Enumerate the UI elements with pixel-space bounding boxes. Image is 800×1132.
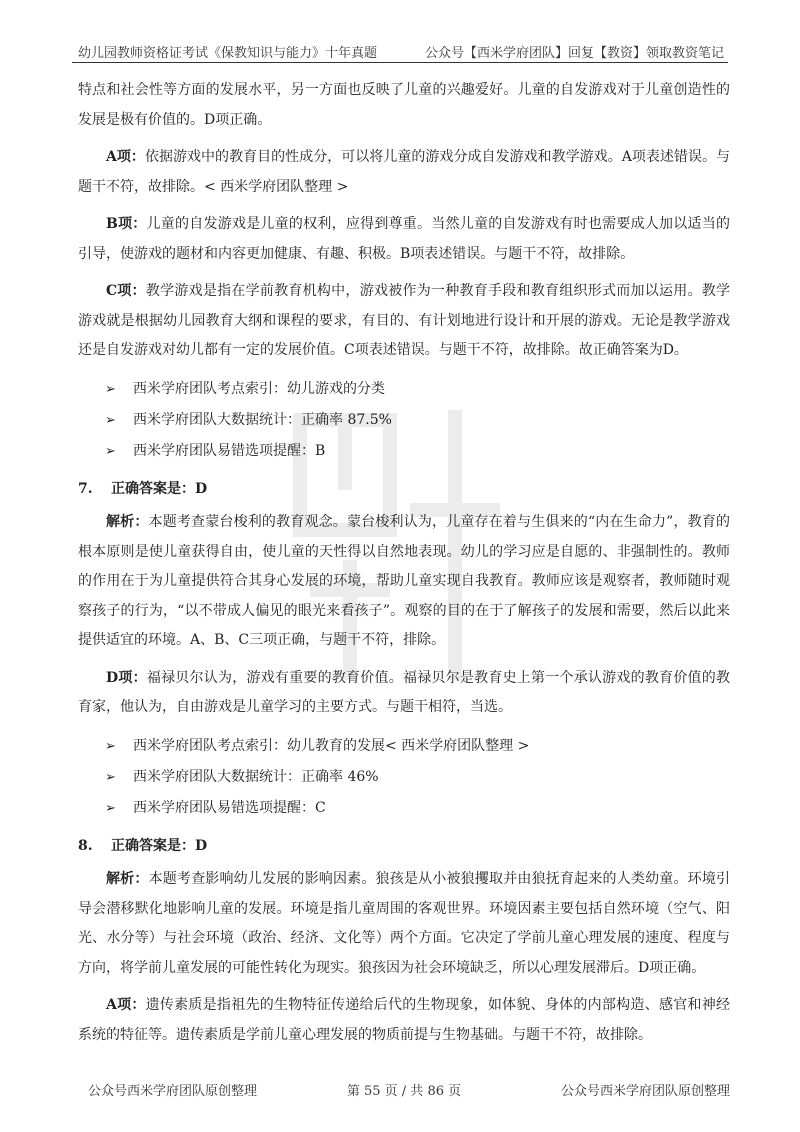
analysis-text: 本题考查影响幼儿发展的影响因素。狼孩是从小被狼攫取并由狼抚育起来的人类幼童。环境引导会潜移默化地影响儿童的发展。环境是指儿童周围的客观世界。环境因素主要包括自然环境（空气、阳光、水分等）与社会环境（政治、经济、文化等）两个方面。它决定了学前儿童心理发展的速度、程度与方向，将学前儿童发展的可能性转化为现实。狼孩因为社会环境缺乏，所以心理发展滞后。D项正确。 — [78, 871, 731, 976]
intro-paragraph: 特点和社会性等方面的发展水平，另一方面也反映了儿童的兴趣爱好。儿童的自发游戏对于儿童创造性的发展是极有价值的。D项正确。 — [78, 82, 730, 128]
option-label: A项： — [106, 997, 146, 1013]
q7-heading — [78, 475, 730, 505]
question-number: 8. — [78, 837, 93, 854]
q8-option-a — [78, 991, 730, 1050]
page-number: 第 55 页 / 共 86 页 — [346, 1084, 462, 1099]
q8-heading — [78, 832, 730, 862]
page-header — [72, 40, 728, 63]
q7-analysis — [78, 508, 730, 656]
q7-bullet-list — [78, 731, 730, 824]
arrow-bullet-icon: ➢ — [105, 381, 116, 397]
option-text: 遗传素质是指祖先的生物特征传递给后代的生物现象，如体貌、身体的内部构造、感官和神经系统的特征等。遗传素质是学前儿童心理发展的物质前提与生物基础。与题干不符，故排除。 — [78, 997, 730, 1043]
list-item — [78, 762, 730, 793]
arrow-bullet-icon: ➢ — [105, 443, 116, 459]
bullet-text: 西米学府团队考点索引：幼儿游戏的分类 — [133, 380, 385, 397]
list-item — [78, 436, 730, 467]
analysis-label: 解析： — [106, 514, 149, 530]
option-label: A项： — [106, 149, 145, 165]
list-item — [78, 731, 730, 762]
q6-option-a — [78, 143, 730, 202]
option-text: 依据游戏中的教育目的性成分，可以将儿童的游戏分成自发游戏和教学游戏。A项表述错误。与题干不符，故排除。< 西米学府团队整理 > — [78, 149, 730, 195]
arrow-bullet-icon: ➢ — [105, 769, 116, 785]
list-item — [78, 374, 730, 405]
bullet-text: 西米学府团队大数据统计：正确率 87.5% — [133, 411, 392, 428]
footer-left: 公众号西米学府团队原创整理 — [88, 1084, 258, 1099]
bullet-text: 西米学府团队易错选项提醒：B — [133, 442, 326, 459]
header-left-title: 幼儿园教师资格证考试《保教知识与能力》十年真题 — [78, 46, 378, 61]
page-content — [78, 76, 730, 1058]
q7-option-d — [78, 664, 730, 723]
option-label: C项： — [106, 283, 146, 299]
header-right-note: 公众号【西米学府团队】回复【教资】领取教资笔记 — [424, 46, 724, 61]
bullet-text: 西米学府团队考点索引：幼儿教育的发展< 西米学府团队整理 > — [133, 737, 530, 754]
option-text: 儿童的自发游戏是儿童的权利，应得到尊重。当然儿童的自发游戏有时也需要成人加以适当的引导，使游戏的题材和内容更加健康、有趣、积极。B项表述错误。与题干不符，故排除。 — [78, 216, 730, 262]
option-text: 福禄贝尔认为，游戏有重要的教育价值。福禄贝尔是教育史上第一个承认游戏的教育价值的教育家，他认为，自由游戏是儿童学习的主要方式。与题干相符，当选。 — [78, 669, 731, 715]
analysis-label: 解析： — [106, 871, 149, 887]
q8-analysis — [78, 865, 730, 983]
q6-option-c — [78, 277, 730, 366]
answer-text: 正确答案是：D — [111, 480, 208, 497]
list-item — [78, 405, 730, 436]
q6-option-b — [78, 210, 730, 269]
footer-right: 公众号西米学府团队原创整理 — [560, 1084, 730, 1099]
arrow-bullet-icon: ➢ — [105, 412, 116, 428]
option-label: D项： — [106, 669, 147, 686]
answer-text: 正确答案是：D — [111, 837, 208, 854]
bullet-text: 西米学府团队易错选项提醒：C — [133, 799, 326, 816]
list-item — [78, 793, 730, 824]
question-number: 7. — [78, 480, 93, 497]
q6-bullet-list — [78, 374, 730, 467]
arrow-bullet-icon: ➢ — [105, 800, 116, 816]
option-label: B项： — [106, 216, 147, 232]
arrow-bullet-icon: ➢ — [105, 738, 116, 754]
bullet-text: 西米学府团队大数据统计：正确率 46% — [133, 768, 379, 785]
analysis-text: 本题考查蒙台梭利的教育观念。蒙台梭利认为，儿童存在着与生俱来的“内在生命力”，教育的根本原则是使儿童获得自由，使儿童的天性得以自然地表现。幼儿的学习应是自愿的、非强制性的。教师的作用在于为儿童提供符合其身心发展的环境，帮助儿童实现自我教育。教师应该是观察者，教师随时观察孩子的行为，“以不带成人偏见的眼光来看孩子”。观察的目的在于了解孩子的发展和需要，然后以此来提供适宜的环境。A、B、C三项正确，与题干不符，排除。 — [78, 514, 731, 648]
option-text: 教学游戏是指在学前教育机构中，游戏被作为一种教育手段和教育组织形式而加以运用。教学游戏就是根据幼儿园教育大纲和课程的要求，有目的、有计划地进行设计和开展的游戏。无论是教学游戏还是自发游戏对幼儿都有一定的发展价值。C项表述错误。与题干不符，故排除。故正确答案为D。 — [78, 283, 730, 358]
